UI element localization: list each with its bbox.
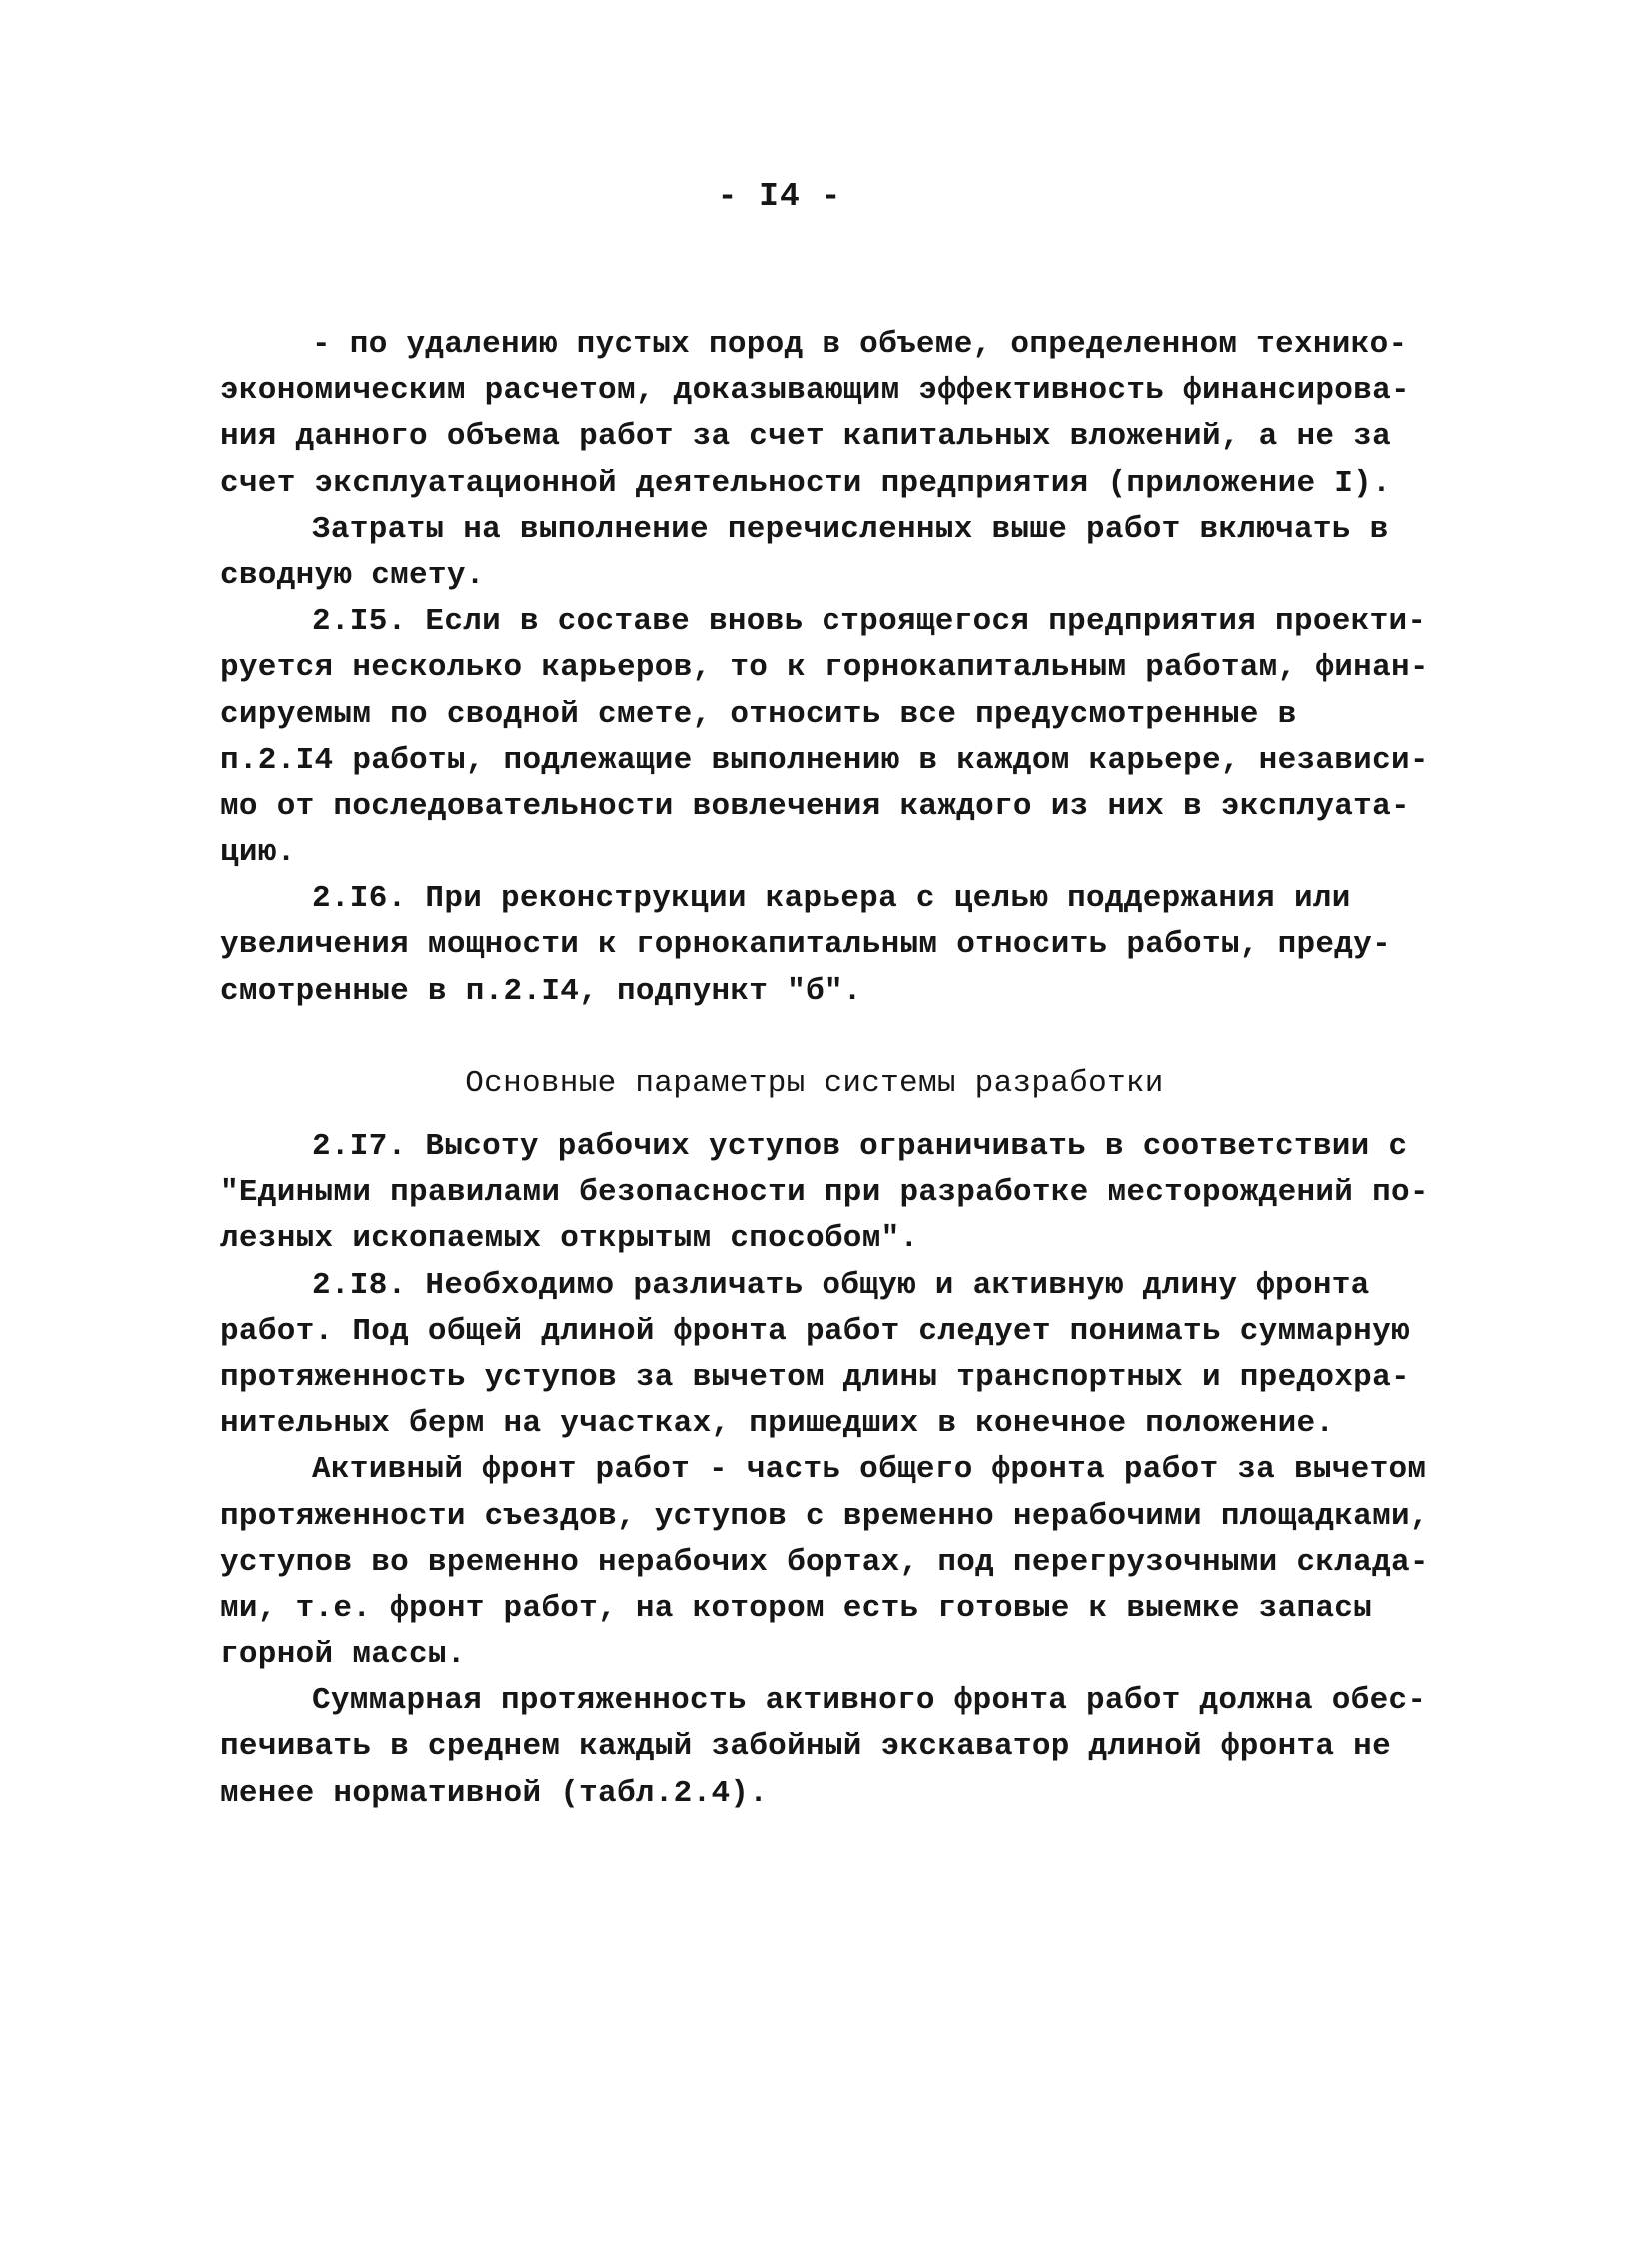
text-line: сводную смету. [220,557,485,593]
text-line: протяженность уступов за вычетом длины транспортных и предохра- [220,1359,1410,1395]
text-line: - по удалению пустых пород в объеме, определенном технико- [312,327,1408,362]
spacer [220,1107,1439,1124]
paragraph-2-15 [220,599,1439,876]
text-line: мо от последовательности вовлечения каждого из них в эксплуата- [220,788,1410,824]
text-line: горной массы. [220,1637,466,1673]
text-line: увеличения мощности к горнокапитальным относить работы, преду- [220,927,1391,963]
text-line: смотренные в п.2.I4, подпункт "б". [220,973,862,1009]
text-line: менее нормативной (табл.2.4). [220,1775,769,1811]
section-heading: Основные параметры системы разработки [465,1065,1164,1101]
paragraph-2-18 [220,1263,1439,1448]
text-line: печивать в среднем каждый забойный экскаватор длиной фронта не [220,1729,1391,1765]
text-line: п.2.I4 работы, подлежащие выполнению в каждом карьере, независи- [220,742,1429,778]
paragraph-total-length [220,1678,1439,1817]
text-line: Активный фронт работ - часть общего фронта работ за вычетом [312,1452,1427,1488]
text-line: 2.I5. Если в составе вновь строящегося предприятия проекти- [312,604,1427,640]
text-line: цию. [220,835,296,871]
text-line: "Едиными правилами безопасности при разработке месторождений по- [220,1175,1429,1211]
text-line: 2.I8. Необходимо различать общую и активную длину фронта [312,1267,1370,1303]
paragraph-costs [220,507,1439,599]
text-line: Суммарная протяженность активного фронта работ должна обес- [312,1683,1427,1719]
text-line: лезных ископаемых открытым способом". [220,1221,919,1257]
paragraph-removal-of-overburden [220,322,1439,507]
text-line: экономическим расчетом, доказывающим эффективность финансирова- [220,373,1410,409]
paragraph-2-17 [220,1124,1439,1263]
text-line: руется несколько карьеров, то к горнокапитальным работам, финан- [220,650,1429,686]
body-text [220,322,1439,1817]
text-line: ми, т.е. фронт работ, на котором есть готовые к выемке запасы [220,1590,1373,1626]
paragraph-2-16 [220,876,1439,1015]
text-line: работ. Под общей длиной фронта работ следует понимать суммарную [220,1313,1410,1349]
text-line: уступов во временно нерабочих бортах, под перегрузочными склада- [220,1544,1429,1580]
text-line: 2.I7. Высоту рабочих уступов ограничивать в соответствии с [312,1129,1408,1164]
text-line: протяженности съездов, уступов с временно нерабочими площадками, [220,1498,1429,1534]
text-line: нительных берм на участках, пришедших в конечное положение. [220,1406,1335,1442]
paragraph-active-front [220,1447,1439,1678]
text-line: 2.I6. При реконструкции карьера с целью поддержания или [312,881,1351,917]
page-number: - I4 - [717,178,842,215]
text-line: сируемым по сводной смете, относить все предусмотренные в [220,696,1297,732]
text-line: Затраты на выполнение перечисленных выше работ включать в [312,511,1389,547]
text-line: счет эксплуатационной деятельности предприятия (приложение I). [220,465,1391,501]
spacer [220,1015,1439,1061]
text-line: ния данного объема работ за счет капитальных вложений, а не за [220,419,1391,455]
